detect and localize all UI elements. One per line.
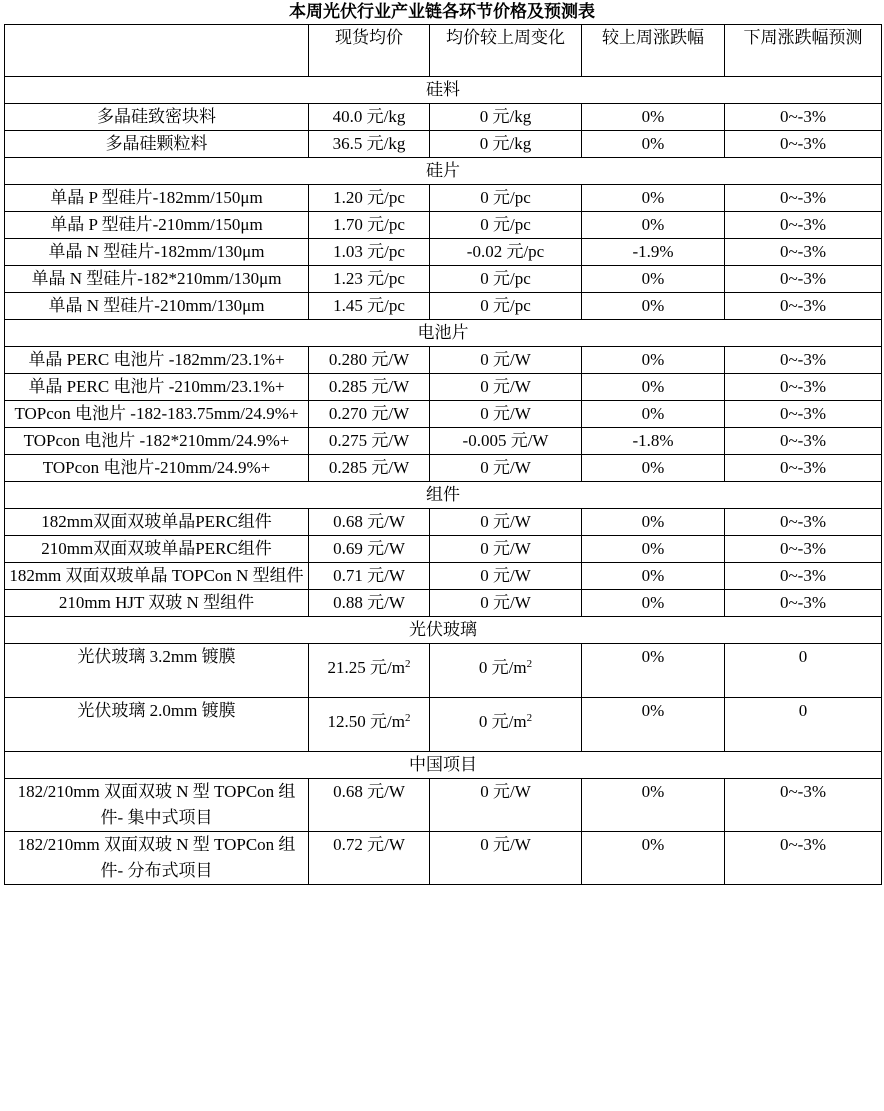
- change-value: 0 元/m: [478, 712, 527, 731]
- item-name: 182/210mm 双面双玻 N 型 TOPCon 组件- 分布式项目: [5, 832, 309, 885]
- price-change: 0 元/pc: [430, 212, 582, 239]
- forecast: 0~-3%: [725, 536, 882, 563]
- item-name: 光伏玻璃 2.0mm 镀膜: [5, 698, 309, 752]
- price-change: -0.02 元/pc: [430, 239, 582, 266]
- price-value: 12.50 元/m: [327, 712, 405, 731]
- spot-price: 1.70 元/pc: [309, 212, 430, 239]
- section-wafer: 硅片: [5, 158, 882, 185]
- forecast: 0~-3%: [725, 832, 882, 885]
- item-name: 单晶 PERC 电池片 -182mm/23.1%+: [5, 347, 309, 374]
- item-name: 单晶 P 型硅片-182mm/150μm: [5, 185, 309, 212]
- table-row: [5, 104, 882, 131]
- section-module: 组件: [5, 482, 882, 509]
- item-name: 单晶 N 型硅片-182mm/130μm: [5, 239, 309, 266]
- table-row: [5, 212, 882, 239]
- item-name: 单晶 N 型硅片-182*210mm/130μm: [5, 266, 309, 293]
- forecast: 0~-3%: [725, 779, 882, 832]
- price-change: 0 元/pc: [430, 185, 582, 212]
- pct-change: 0%: [582, 590, 725, 617]
- pct-change: 0%: [582, 563, 725, 590]
- spot-price: 40.0 元/kg: [309, 104, 430, 131]
- item-name: 182mm双面双玻单晶PERC组件: [5, 509, 309, 536]
- spot-price: 0.68 元/W: [309, 509, 430, 536]
- unit-exponent: 2: [404, 712, 411, 724]
- price-table: [4, 24, 882, 885]
- price-change: 0 元/W: [430, 347, 582, 374]
- item-name: 多晶硅颗粒料: [5, 131, 309, 158]
- forecast: 0~-3%: [725, 401, 882, 428]
- section-row: [5, 320, 882, 347]
- item-name: 单晶 N 型硅片-210mm/130μm: [5, 293, 309, 320]
- price-change: 0 元/W: [430, 779, 582, 832]
- forecast: 0~-3%: [725, 428, 882, 455]
- item-name: TOPcon 电池片 -182-183.75mm/24.9%+: [5, 401, 309, 428]
- price-change: 0 元/kg: [430, 104, 582, 131]
- pct-change: 0%: [582, 185, 725, 212]
- item-name: 光伏玻璃 3.2mm 镀膜: [5, 644, 309, 698]
- price-change: 0 元/W: [430, 455, 582, 482]
- spot-price: 1.45 元/pc: [309, 293, 430, 320]
- spot-price: 0.68 元/W: [309, 779, 430, 832]
- spot-price: 0.285 元/W: [309, 374, 430, 401]
- forecast: 0~-3%: [725, 455, 882, 482]
- item-name: TOPcon 电池片-210mm/24.9%+: [5, 455, 309, 482]
- section-row: [5, 617, 882, 644]
- forecast: 0~-3%: [725, 590, 882, 617]
- price-change: 0 元/W: [430, 401, 582, 428]
- spot-price: 0.69 元/W: [309, 536, 430, 563]
- section-china-projects: 中国项目: [5, 752, 882, 779]
- table-row: [5, 779, 882, 832]
- item-name: 单晶 PERC 电池片 -210mm/23.1%+: [5, 374, 309, 401]
- table-row: [5, 185, 882, 212]
- section-polysilicon: 硅料: [5, 77, 882, 104]
- pct-change: 0%: [582, 131, 725, 158]
- item-name: 182mm 双面双玻单晶 TOPCon N 型组件: [5, 563, 309, 590]
- unit-exponent: 2: [526, 658, 533, 670]
- forecast: 0~-3%: [725, 347, 882, 374]
- header-empty: [5, 25, 309, 77]
- table-row: [5, 131, 882, 158]
- header-price: 现货均价: [309, 25, 430, 77]
- table-row: [5, 428, 882, 455]
- spot-price: 0.71 元/W: [309, 563, 430, 590]
- price-change: 0 元/W: [430, 509, 582, 536]
- pct-change: 0%: [582, 832, 725, 885]
- section-row: [5, 752, 882, 779]
- item-name: 210mm双面双玻单晶PERC组件: [5, 536, 309, 563]
- pct-change: 0%: [582, 509, 725, 536]
- price-change: [430, 698, 582, 752]
- pct-change: 0%: [582, 536, 725, 563]
- pct-change: 0%: [582, 401, 725, 428]
- forecast: 0~-3%: [725, 293, 882, 320]
- table-row: [5, 266, 882, 293]
- spot-price: 1.23 元/pc: [309, 266, 430, 293]
- forecast: 0~-3%: [725, 563, 882, 590]
- table-row: [5, 293, 882, 320]
- change-value: 0 元/m: [478, 658, 527, 677]
- spot-price: 0.280 元/W: [309, 347, 430, 374]
- spot-price: [309, 644, 430, 698]
- pct-change: 0%: [582, 698, 725, 752]
- table-row: [5, 832, 882, 885]
- price-change: 0 元/W: [430, 536, 582, 563]
- item-name: 210mm HJT 双玻 N 型组件: [5, 590, 309, 617]
- section-row: [5, 482, 882, 509]
- forecast: 0~-3%: [725, 212, 882, 239]
- section-row: [5, 158, 882, 185]
- forecast: 0~-3%: [725, 374, 882, 401]
- item-name: 单晶 P 型硅片-210mm/150μm: [5, 212, 309, 239]
- pct-change: 0%: [582, 104, 725, 131]
- table-row: [5, 563, 882, 590]
- spot-price: 1.20 元/pc: [309, 185, 430, 212]
- section-row: [5, 77, 882, 104]
- forecast: 0: [725, 644, 882, 698]
- section-pv-glass: 光伏玻璃: [5, 617, 882, 644]
- spot-price: 36.5 元/kg: [309, 131, 430, 158]
- table-row: [5, 374, 882, 401]
- forecast: 0~-3%: [725, 509, 882, 536]
- price-change: 0 元/W: [430, 590, 582, 617]
- forecast: 0~-3%: [725, 185, 882, 212]
- item-name: TOPcon 电池片 -182*210mm/24.9%+: [5, 428, 309, 455]
- forecast: 0~-3%: [725, 266, 882, 293]
- page-title: 本周光伏行业产业链各环节价格及预测表: [289, 2, 595, 22]
- pct-change: 0%: [582, 374, 725, 401]
- table-row: [5, 347, 882, 374]
- price-change: 0 元/W: [430, 374, 582, 401]
- unit-exponent: 2: [404, 658, 411, 670]
- table-row: [5, 698, 882, 752]
- price-change: 0 元/W: [430, 832, 582, 885]
- price-value: 21.25 元/m: [327, 658, 405, 677]
- price-change: 0 元/pc: [430, 266, 582, 293]
- price-change: 0 元/pc: [430, 293, 582, 320]
- forecast: 0~-3%: [725, 104, 882, 131]
- forecast: 0~-3%: [725, 239, 882, 266]
- header-forecast: 下周涨跌幅预测: [725, 25, 882, 77]
- price-change: -0.005 元/W: [430, 428, 582, 455]
- spot-price: 0.72 元/W: [309, 832, 430, 885]
- pct-change: -1.9%: [582, 239, 725, 266]
- header-pct: 较上周涨跌幅: [582, 25, 725, 77]
- table-row: [5, 509, 882, 536]
- header-change: 均价较上周变化: [430, 25, 582, 77]
- spot-price: 0.275 元/W: [309, 428, 430, 455]
- pct-change: 0%: [582, 779, 725, 832]
- pct-change: 0%: [582, 347, 725, 374]
- table-row: [5, 455, 882, 482]
- forecast: 0: [725, 698, 882, 752]
- spot-price: 1.03 元/pc: [309, 239, 430, 266]
- spot-price: 0.270 元/W: [309, 401, 430, 428]
- table-row: [5, 239, 882, 266]
- item-name: 多晶硅致密块料: [5, 104, 309, 131]
- spot-price: 0.88 元/W: [309, 590, 430, 617]
- price-change: 0 元/W: [430, 563, 582, 590]
- table-row: [5, 644, 882, 698]
- unit-exponent: 2: [526, 712, 533, 724]
- item-name: 182/210mm 双面双玻 N 型 TOPCon 组件- 集中式项目: [5, 779, 309, 832]
- forecast: 0~-3%: [725, 131, 882, 158]
- table-row: [5, 590, 882, 617]
- price-change: 0 元/kg: [430, 131, 582, 158]
- pct-change: 0%: [582, 644, 725, 698]
- price-change: [430, 644, 582, 698]
- pct-change: 0%: [582, 212, 725, 239]
- table-row: [5, 401, 882, 428]
- spot-price: 0.285 元/W: [309, 455, 430, 482]
- pct-change: 0%: [582, 455, 725, 482]
- pct-change: 0%: [582, 293, 725, 320]
- section-cell: 电池片: [5, 320, 882, 347]
- table-row: [5, 536, 882, 563]
- pct-change: 0%: [582, 266, 725, 293]
- pct-change: -1.8%: [582, 428, 725, 455]
- header-row: [5, 25, 882, 77]
- spot-price: [309, 698, 430, 752]
